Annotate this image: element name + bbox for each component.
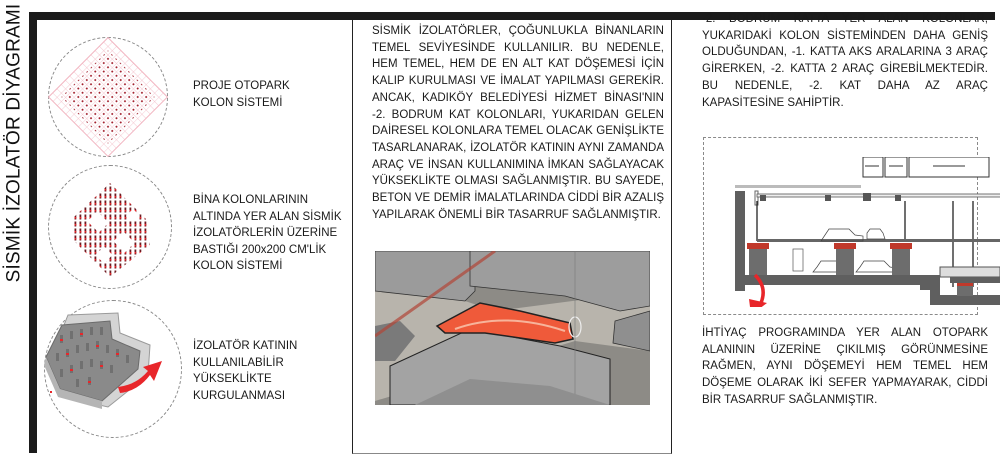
page-title bbox=[2, 3, 26, 283]
caption-line: BASTIĞI 200x200 CM'LİK bbox=[193, 243, 327, 256]
caption-line: KOLON SİSTEMİ bbox=[193, 260, 283, 272]
building-section-drawing bbox=[735, 157, 1000, 307]
caption-line: YÜKSEKLİKTE bbox=[193, 373, 272, 385]
diagram-2-caption bbox=[193, 192, 342, 275]
caption-line: İZOLATÖR KATININ bbox=[193, 340, 298, 352]
caption-line: ALTINDA YER ALAN SİSMİK bbox=[193, 210, 342, 223]
caption-line: KOLON SİSTEMİ bbox=[193, 96, 283, 109]
red-arrow-icon bbox=[749, 299, 767, 307]
caption-line: BİNA KOLONLARININ bbox=[193, 194, 309, 206]
caption-line: İZOLATÖRLERİN ÜZERİNE bbox=[193, 227, 338, 239]
right-paragraph-bottom: İHTİYAÇ PROGRAMINDA YER ALAN OTOPARK ALANININ ÜZERİNE ÇIKILMIŞ GÖRÜNMESİNE RAĞMEN, AYNI DÖŞEMEYİ HEM TEMEL HEM DÖŞEME OLARAK İKİ SEFER YAPMAYARAK, CİDDİ BİR TASARRUF SAĞLANMIŞTIR. bbox=[702, 327, 988, 406]
diagram-3-caption bbox=[193, 338, 297, 404]
caption-line: KURGULANMASI bbox=[193, 389, 286, 402]
isolator-photo bbox=[375, 251, 650, 405]
caption-line: KULLANILABİLİR bbox=[193, 356, 284, 369]
isolator-floor-axonometric bbox=[40, 305, 180, 420]
column-grid-diagram bbox=[48, 37, 168, 157]
diagram-1-caption bbox=[193, 78, 290, 111]
middle-paragraph: SİSMİK İZOLATÖRLER, ÇOĞUNLUKLA BİNANLARIN TEMEL SEVİYESİNDE KULLANILIR. BU NEDENLE, HEM TEMEL, HEM DE EN ALT KAT DÖŞEMESİ İÇİN KALIP KURULMASI VE İMALAT YAPILMASI GEREKİR. ANCAK, KADIKÖY BELEDİYESİ HİZMET BİNASI'NIN -2. BODRUM KAT KOLONLARI, YUKARIDAN GELEN DAİRESEL KOLONLARA TEMEL OLACAK GENİŞLİKTE TASARLANARAK, İZOLATÖR KATININ AYNI ZAMANDA ARAÇ VE İNSAN KULLANIMINA İMKAN SAĞLAYACAK YÜKSEKLİKTE OLMASI SAĞLANMIŞTIR. BU SAYEDE, BETON VE DEMİR İMALATLARINDA CİDDİ BİR AZALIŞ YAPILARAK ÖNEMLİ BİR TASARRUF SAĞLANMIŞTIR. bbox=[372, 25, 664, 221]
isolator-column-diagram bbox=[48, 165, 172, 289]
caption-line: PROJE OTOPARK bbox=[193, 80, 290, 92]
frame-left-bar bbox=[29, 12, 37, 453]
right-paragraph-top: -2. BODRUM KATTA YER ALAN KOLONLAR, YUKARIDAKİ KOLON SİSTEMİNDEN DAHA GENİŞ OLDUĞUNDAN, -1. KATTA AKS ARALARINA 3 ARAÇ GİRERKEN, -2. KATTA 2 ARAÇ GİREBİLMEKTEDİR. BU NEDENLE, -2. KAT DAHA AZ ARAÇ KAPASİTESİNE SAHİPTİR. bbox=[702, 13, 988, 109]
page-title-text: SİSMİK İZOLATÖR DİYAGRAMI bbox=[3, 3, 24, 283]
